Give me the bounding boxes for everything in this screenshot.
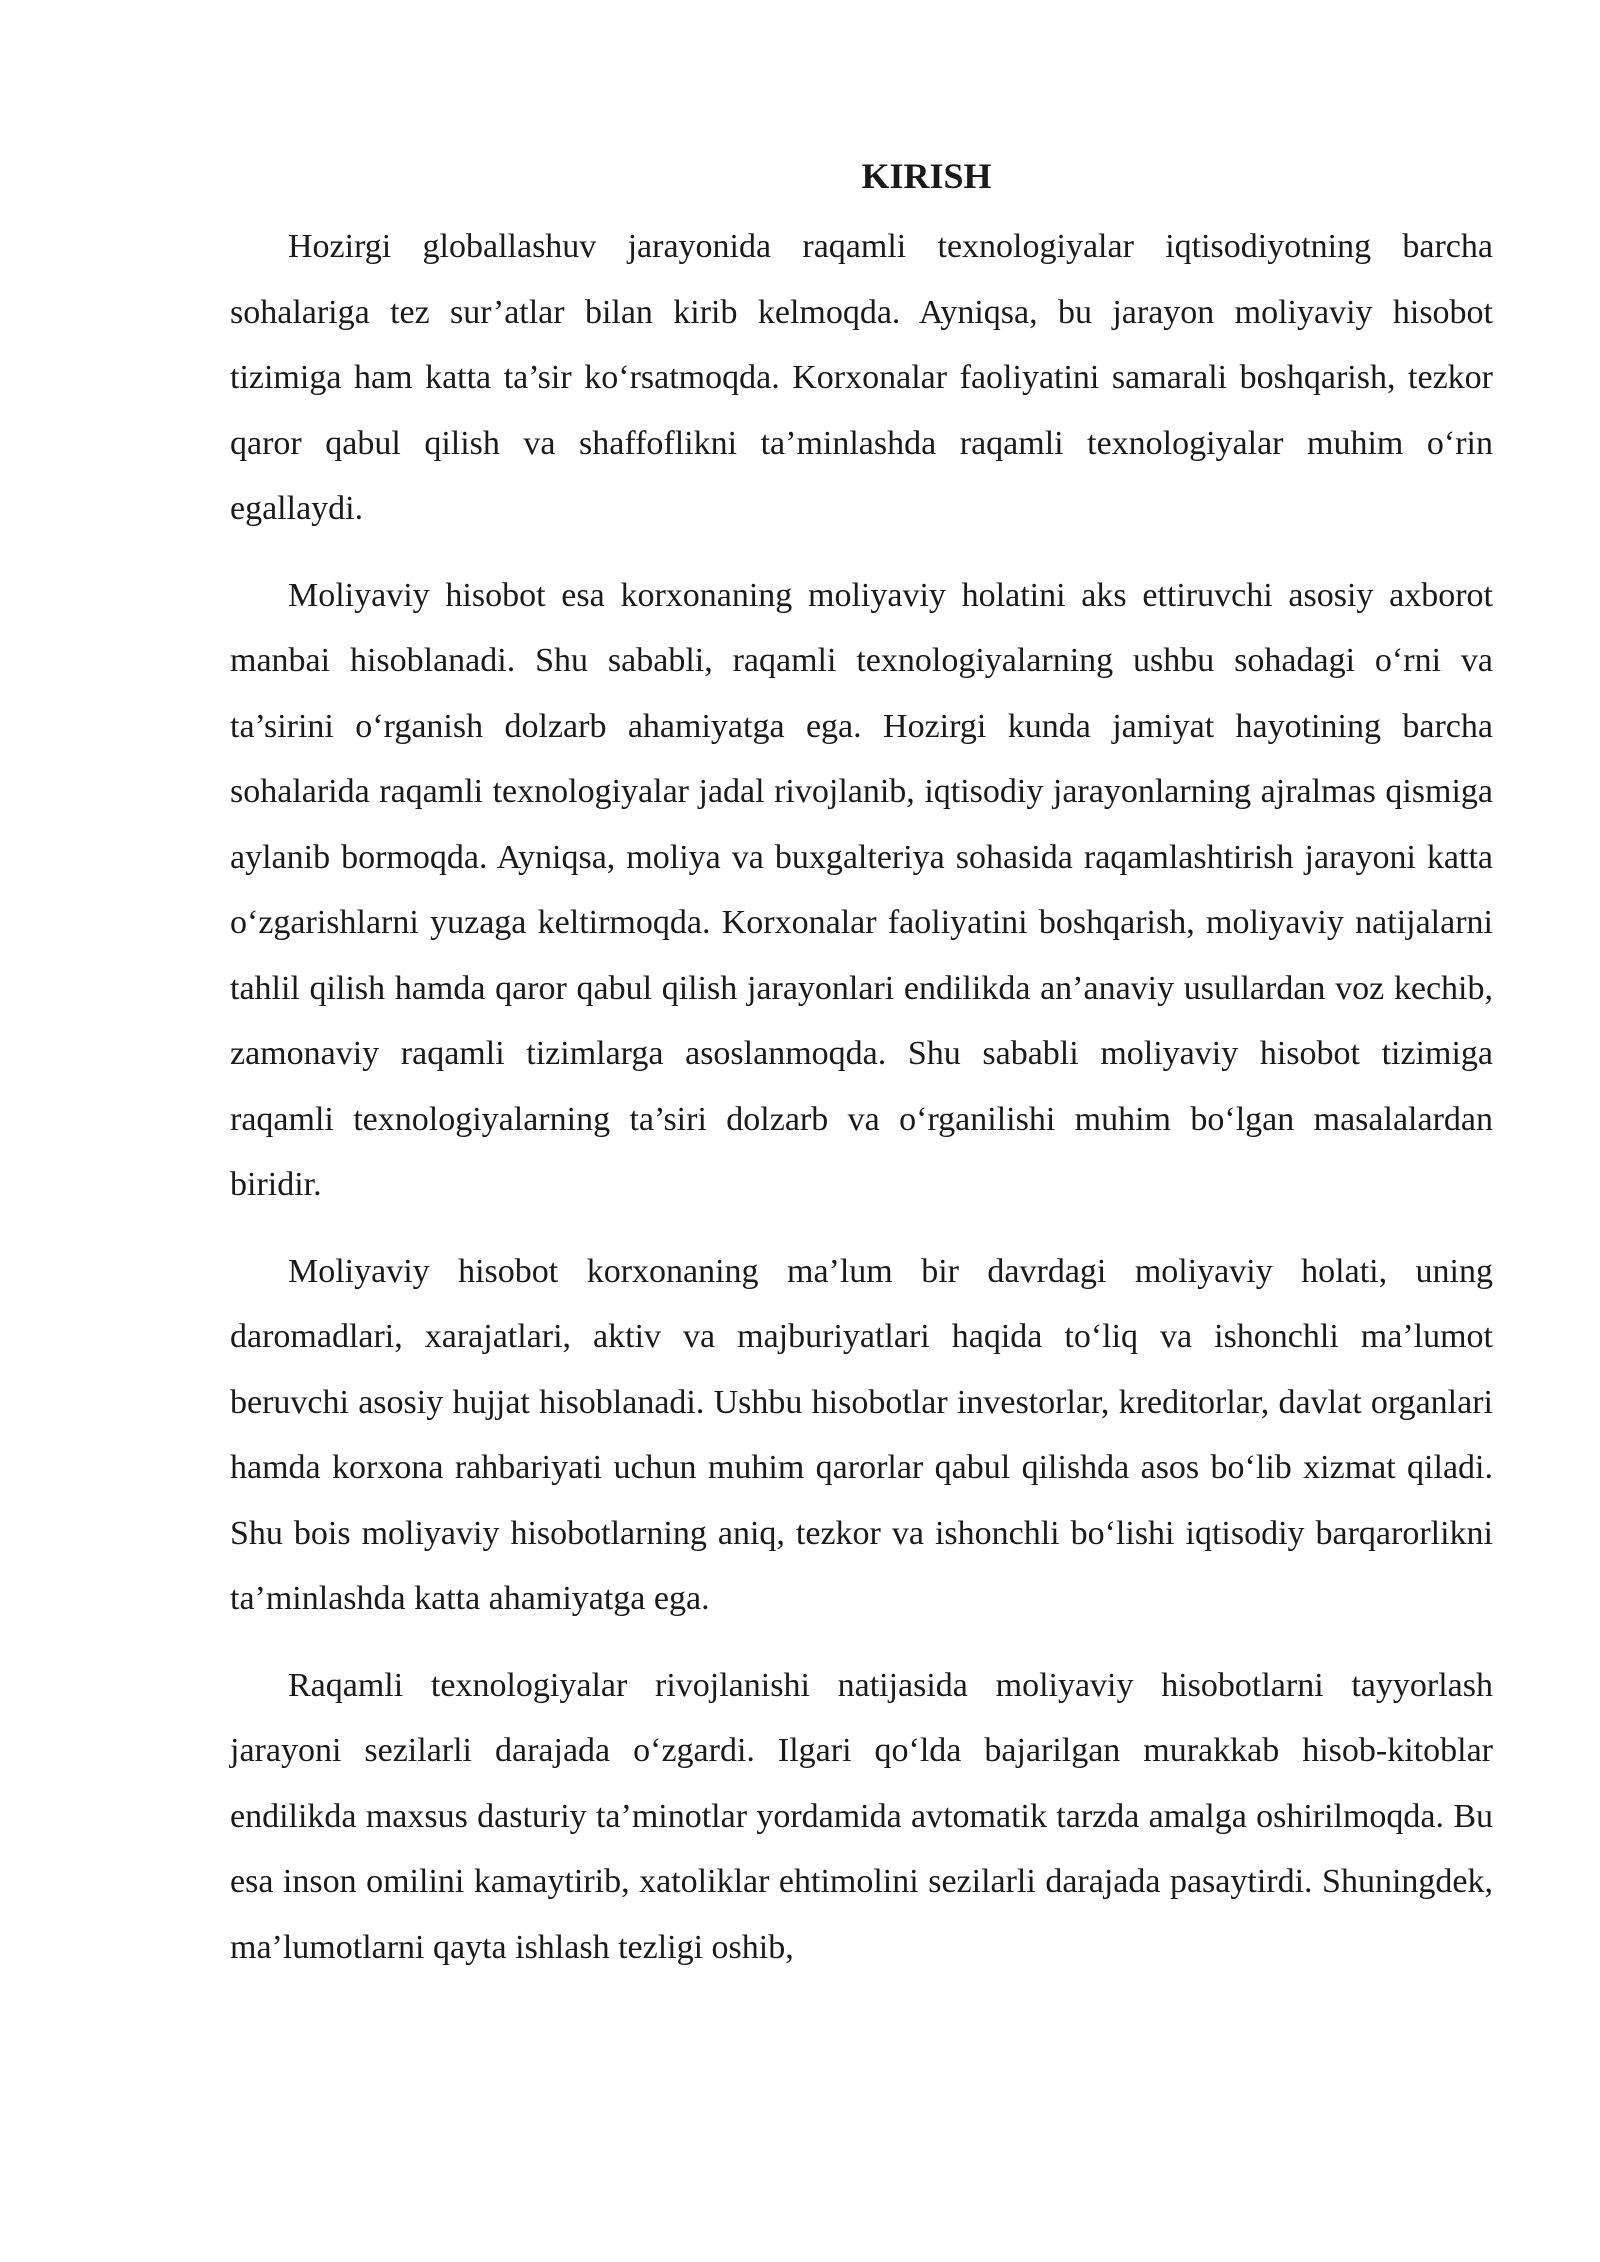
paragraph-4: Raqamli texnologiyalar rivojlanishi natijasida moliyaviy hisobotlarni tayyorlash jarayoni sezilarli darajada o‘zgardi. Ilgari qo‘lda bajarilgan murakkab hisob-kitoblar endilikda maxsus dasturiy ta’minotlar yordamida avtomatik tarzda amalga oshirilmoqda. Bu esa inson omilini kamaytirib, xatoliklar ehtimolini sezilarli darajada pasaytirdi. Shuningdek, ma’lumotlarni qayta ishlash tezligi oshib, — [230, 1666, 1493, 1966]
paragraph-3: Moliyaviy hisobot korxonaning ma’lum bir davrdagi moliyaviy holati, uning daromadlari, xarajatlari, aktiv va majburiyatlari haqida to‘liq va ishonchli ma’lumot beruvchi asosiy hujjat hisoblanadi. Ushbu hisobotlar investorlar, kreditorlar, davlat organlari hamda korxona rahbariyati uchun muhim qarorlar qabul qilishda asos bo‘lib xizmat qiladi. Shu bois moliyaviy hisobotlarning aniq, tezkor va ishonchli bo‘lishi iqtisodiy barqarorlikni ta’minlashda katta ahamiyatga ega. — [230, 1252, 1493, 1617]
page-heading: KIRISH — [861, 156, 992, 196]
paragraph-1: Hozirgi globallashuv jarayonida raqamli texnologiyalar iqtisodiyotning barcha sohalariga tez sur’atlar bilan kirib kelmoqda. Ayniqsa, bu jarayon moliyaviy hisobot tizimiga ham katta ta’sir ko‘rsatmoqda. Korxonalar faoliyatini samarali boshqarish, tezkor qaror qabul qilish va shaffoflikni ta’minlashda raqamli texnologiyalar muhim o‘rin egallaydi. — [230, 228, 1493, 527]
paragraph-2: Moliyaviy hisobot esa korxonaning moliyaviy holatini aks ettiruvchi asosiy axborot manbai hisoblanadi. Shu sababli, raqamli texnologiyalarning ushbu sohadagi o‘rni va ta’sirini o‘rganish dolzarb ahamiyatga ega. Hozirgi kunda jamiyat hayotining barcha sohalarida raqamli texnologiyalar jadal rivojlanib, iqtisodiy jarayonlarning ajralmas qismiga aylanib bormoqda. Ayniqsa, moliya va buxgalteriya sohasida raqamlashtirish jarayoni katta o‘zgarishlarni yuzaga keltirmoqda. Korxonalar faoliyatini boshqarish, moliyaviy natijalarni tahlil qilish hamda qaror qabul qilish jarayonlari endilikda an’anaviy usullardan voz kechib, zamonaviy raqamli tizimlarga asoslanmoqda. Shu sababli moliyaviy hisobot tizimiga raqamli texnologiyalarning ta’siri dolzarb va o‘rganilishi muhim bo‘lgan masalalardan biridir. — [230, 576, 1493, 1203]
page-content — [230, 150, 1493, 2001]
